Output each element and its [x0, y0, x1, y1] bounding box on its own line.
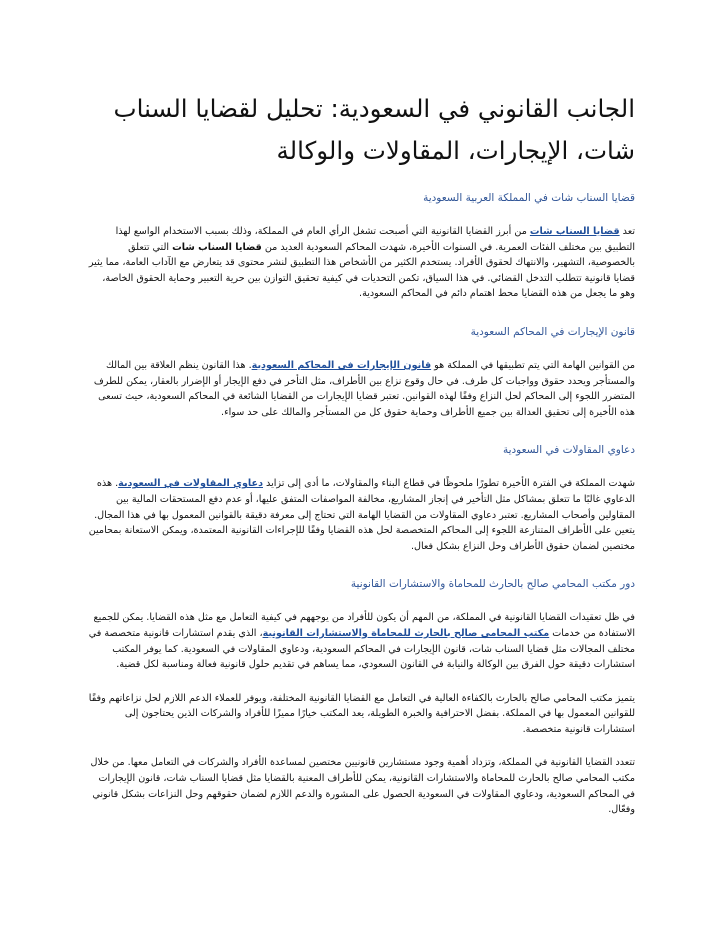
- bold-text: قضايا السناب شات: [172, 241, 262, 253]
- text: . هذا القانون ينظم العلاقة بين المالك والمستأجر ويحدد حقوق وواجبات كل طرف. في حال وقوع نزاع بين الأطراف، مثل التأخر في دفع الإيجار أو الإضرار بالعقار، يمكن للطرف المتضرر اللجوء إلى المحاكم لحل النزاع وفقًا لهذه القوانين. تعتبر قضايا الإيجارات من القضايا الشائعة في المحاكم السعودية، حيث تسعى هذه الأخيرة إلى تحقيق العدالة بين جميع الأطراف وحماية حقوق كل من المستأجر والمالك على حد سواء.: [93, 359, 635, 418]
- paragraph: يتميز مكتب المحامي صالح بالحارث بالكفاءة العالية في التعامل مع القضايا القانونية المختلفة، ويوفر للعملاء الدعم اللازم لحل نزاعاتهم وفقًا للقوانين المعمول بها في المملكة. بفضل الاحترافية والخبرة الطويلة، يعد المكتب خيارًا مميزًا للأفراد والشركات الذين يحتاجون إلى استشارات قانونية متخصصة.: [88, 692, 635, 735]
- text: ، الذي يقدم استشارات قانونية متخصصة في مختلف المجالات مثل قضايا السناب شات، قانون الإيجارات في المحاكم السعودية، ودعاوي المقاولات في السعودية. كما يوفر المكتب استشارات دقيقة حول الفرق بين الوكالة والنيابة في القانون السعودي، مما يساهم في تقديم حلول قانونية فعالة ومناسبة لكل قضية.: [88, 627, 635, 671]
- section-heading: دعاوي المقاولات في السعودية: [502, 444, 635, 457]
- paragraph: [88, 358, 635, 420]
- paragraph: تتعدد القضايا القانونية في المملكة، وتزداد أهمية وجود مستشارين قانونيين مختصين لمساعدة الأفراد والشركات في التعامل معها. من خلال مكتب المحامي صالح بالحارث للمحاماة والاستشارات القانونية، يمكن للأطراف المعنية بالقضايا مثل قضايا السناب شات، قانون الإيجارات في المحاكم السعودية، ودعاوي المقاولات في السعودية الحصول على المشورة والدعم اللازم لضمان حقوقهم وحل النزاعات بشكل قانوني وفعّال.: [90, 757, 635, 816]
- text: في ظل تعقيدات القضايا القانونية في المملكة، من المهم أن يكون للأفراد من يوجههم في كيفية التعامل مع مثل هذه القضايا. يمكن للجميع الاستفادة من خدمات: [93, 612, 635, 639]
- text: من أبرز القضايا القانونية التي أصبحت تشغل الرأي العام في المملكة، وذلك بسبب الاستخدام الواسع لهذا التطبيق بين مختلف الفئات العمرية. في السنوات الأخيرة، شهدت المحاكم السعودية العديد من: [115, 226, 635, 253]
- paragraph: [88, 224, 635, 302]
- section-snapchat: [88, 190, 635, 302]
- text: تعد: [619, 226, 635, 237]
- link-rental-law[interactable]: قانون الإيجارات في المحاكم السعودية: [251, 359, 432, 371]
- document-title: الجانب القانوني في السعودية: تحليل لقضايا السناب شات، الإيجارات، المقاولات والوكالة: [113, 94, 635, 165]
- text: . هذه الدعاوي غالبًا ما تتعلق بمشاكل مثل التأخير في إنجاز المشاريع، مخالفة المواصفات المتفق عليها، أو عدم دفع المستحقات المالية بين المقاولين وأصحاب المشاريع. تعتبر دعاوي المقاولات من القضايا الهامة التي تحتاج إلى معرفة دقيقة بالقوانين المعمول بها في هذا المجال. يتعين على الأطراف المتنازعة اللجوء إلى المحاكم المتخصصة لحل هذه القضايا وفقًا للإجراءات القانونية المعتمدة، ويمكن الاستعانة بمحامين مختصين لضمان حقوق الأطراف وحل النزاع بشكل فعال.: [88, 478, 635, 552]
- link-snapchat-cases[interactable]: قضايا السناب شات: [529, 226, 620, 237]
- paragraph: [88, 610, 635, 672]
- paragraph: [88, 476, 635, 554]
- link-law-office[interactable]: مكتب المحامي صالح بالحارث للمحاماة والاستشارات القانونية: [262, 627, 550, 639]
- text: شهدت المملكة في الفترة الأخيرة تطورًا ملحوظًا في قطاع البناء والمقاولات، ما أدى إلى تزايد: [263, 478, 635, 490]
- text: التي تتعلق بالخصوصية، التشهير، والانتهاك لحقوق الأفراد. يستخدم الكثير من الأشخاص هذا التطبيق لنشر محتوى قد يتعارض مع الآداب العامة، مما يثير قضايا قانونية تتطلب التدخل القضائي. في هذا السياق، تكمن التحديات في كيفية تحقيق التوازن بين حرية التعبير وحماية الحقوق الخاصة، وهو ما يجعل من هذه القضايا محط اهتمام دائم في المحاكم السعودية.: [88, 241, 635, 300]
- section-rentals: [88, 324, 635, 420]
- section-heading: دور مكتب المحامي صالح بالحارث للمحاماة والاستشارات القانونية: [350, 578, 635, 591]
- section-contracting: [88, 442, 635, 554]
- section-heading: قانون الإيجارات في المحاكم السعودية: [470, 325, 635, 338]
- text: من القوانين الهامة التي يتم تطبيقها في المملكة هو: [431, 359, 635, 371]
- section-heading: قضايا السناب شات في المملكة العربية السعودية: [423, 192, 635, 204]
- section-law-office: [88, 576, 635, 818]
- link-contracting-claims[interactable]: دعاوي المقاولات في السعودية: [118, 478, 263, 490]
